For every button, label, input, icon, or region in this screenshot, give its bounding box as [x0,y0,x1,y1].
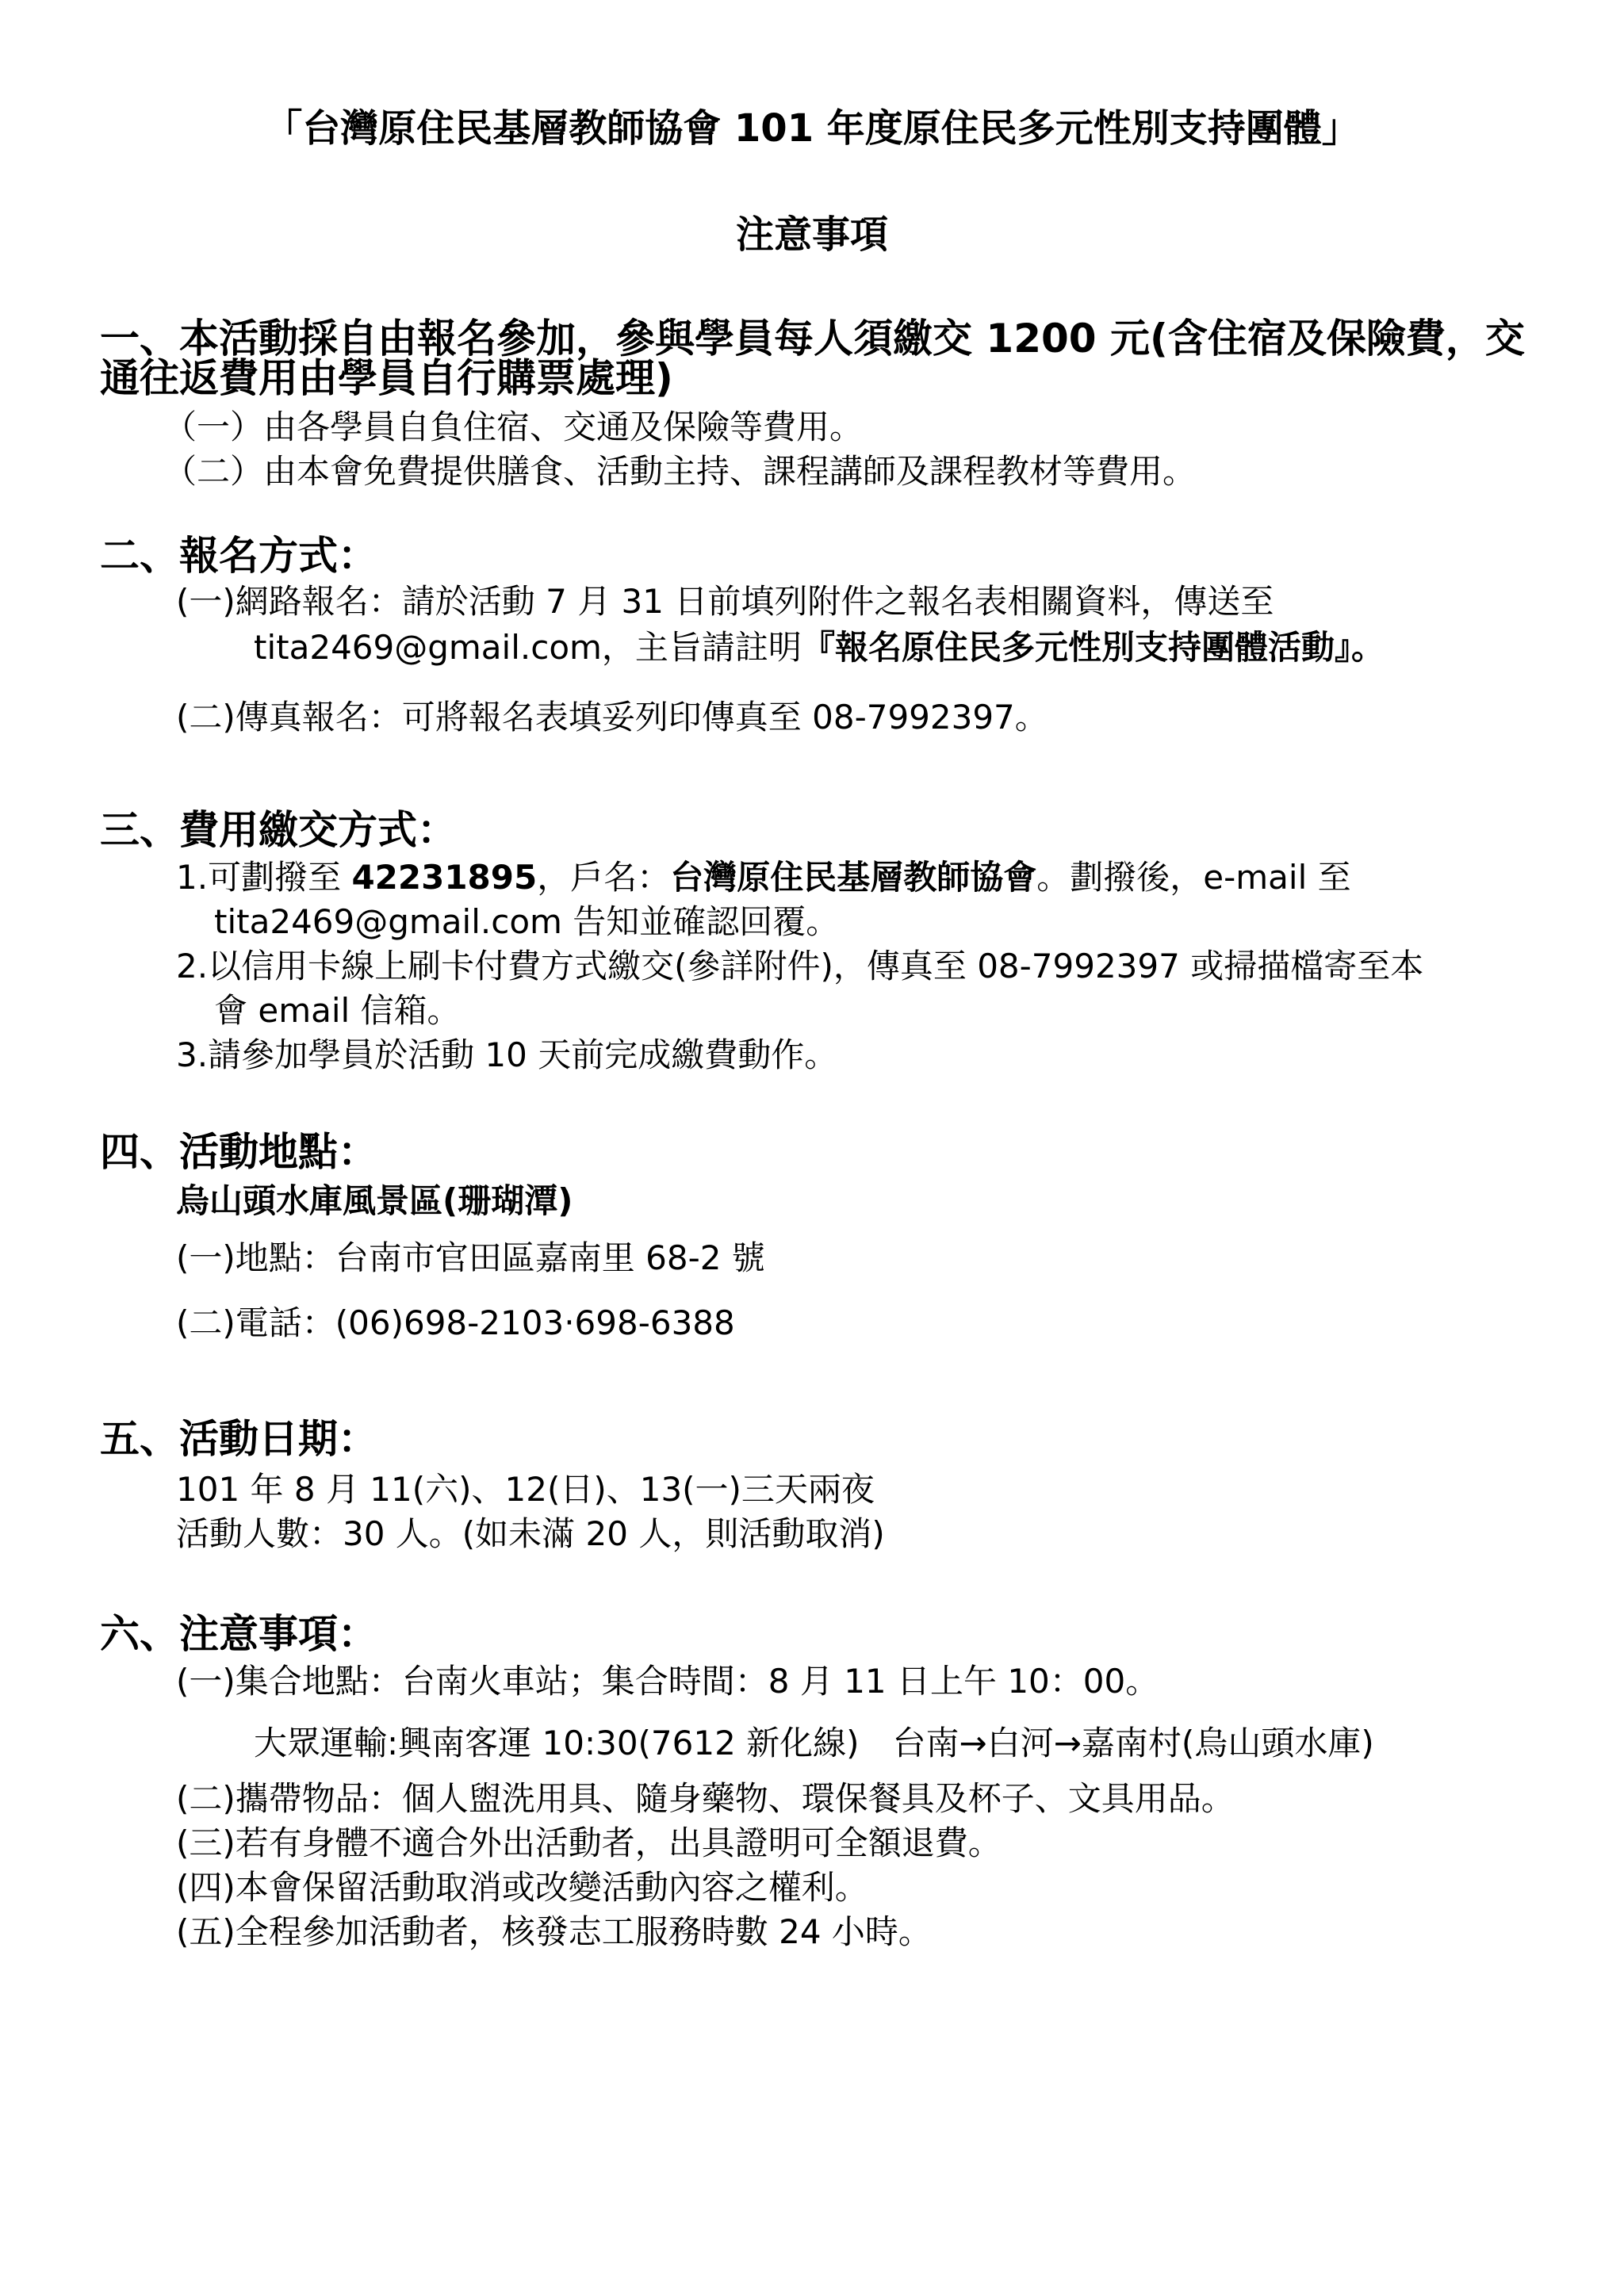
section-6-item-3: (三)若有身體不適合外出活動者，出具證明可全額退費。 [176,1823,1002,1862]
section-3-item-3: 3.請參加學員於活動 10 天前完成繳費動作。 [176,1035,838,1074]
account-name: 台灣原住民基層教師協會 [670,858,1037,897]
account-number: 42231895 [351,858,538,897]
section-1-item-1: （一）由各學員自負住宿、交通及保險等費用。 [163,408,864,446]
document-title: 「台灣原住民基層教師協會 101 年度原住民多元性別支持團體」 [264,106,1360,151]
venue-name: 烏山頭水庫風景區(珊瑚潭) [176,1181,573,1220]
subject-note: 『報名原住民多元性別支持團體活動』。 [801,628,1385,667]
section-3-item-2-line2: 會 email 信箱。 [214,991,461,1030]
section-5-participants: 活動人數：30 人。(如未滿 20 人，則活動取消) [176,1514,885,1553]
section-1-heading-line2: 通往返費用由學員自行購票處理) [100,355,673,401]
section-2-heading: 二、報名方式： [100,533,377,579]
item-text: 1.可劃撥至 [176,858,352,897]
section-4-heading: 四、活動地點： [100,1129,377,1175]
section-6-item-1-transport: 大眾運輸:興南客運 10:30(7612 新化線) 台南→白河→嘉南村(烏山頭水庫) [254,1724,1374,1762]
section-6-item-4: (四)本會保留活動取消或改變活動內容之權利。 [176,1868,868,1907]
section-2-item-1-line1: (一)網路報名：請於活動 7 月 31 日前填列附件之報名表相關資料，傳送至 [176,582,1274,621]
section-3-item-2-line1: 2.以信用卡線上刷卡付費方式繳交(參詳附件)，傳真至 08-7992397 或掃描檔寄至本 [176,947,1424,985]
section-6-heading: 六、注意事項： [100,1611,377,1657]
email-address-text: tita2469@gmail.com，主旨請註明 [254,628,802,667]
section-5-date: 101 年 8 月 11(六)、12(日)、13(一)三天兩夜 [176,1470,875,1509]
section-3-item-1 [176,858,1351,897]
section-6-item-1: (一)集合地點：台南火車站；集合時間：8 月 11 日上午 10：00。 [176,1662,1159,1701]
item-text: ，戶名： [537,858,671,897]
section-2-item-2: (二)傳真報名：可將報名表填妥列印傳真至 08-7992397。 [176,698,1048,737]
section-1-item-2: （二）由本會免費提供膳食、活動主持、課程講師及課程教材等費用。 [163,452,1197,491]
section-3-item-1-line2: tita2469@gmail.com 告知並確認回覆。 [214,902,840,941]
section-1-heading-line1: 一、本活動採自由報名參加，參與學員每人須繳交 1200 元(含住宿及保險費，交 [100,316,1525,362]
section-3-heading: 三、費用繳交方式： [100,807,457,853]
section-6-item-2: (二)攜帶物品：個人盥洗用具、隨身藥物、環保餐具及杯子、文具用品。 [176,1779,1235,1818]
section-4-item-1: (一)地點：台南市官田區嘉南里 68-2 號 [176,1238,765,1277]
section-4-item-2: (二)電話：(06)698-2103‧698-6388 [176,1303,735,1342]
section-6-item-5: (五)全程參加活動者，核發志工服務時數 24 小時。 [176,1912,932,1951]
document-subtitle: 注意事項 [735,212,888,257]
section-5-heading: 五、活動日期： [100,1416,377,1462]
item-text: 。劃撥後，e-mail 至 [1036,858,1351,897]
section-2-item-1-line2 [254,628,1385,667]
